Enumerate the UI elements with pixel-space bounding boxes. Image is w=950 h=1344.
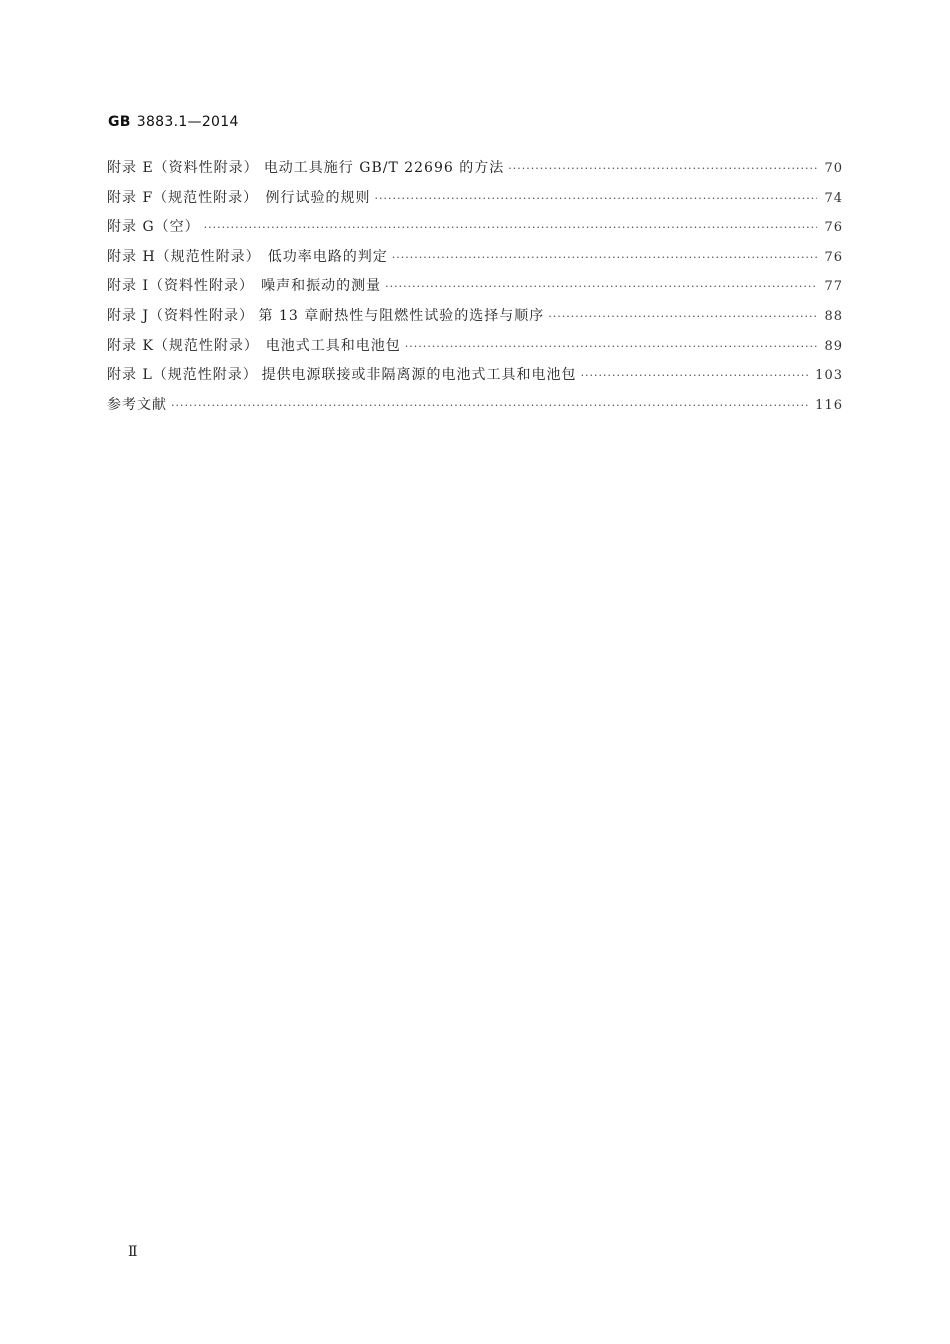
toc-entry-title: 例行试验的规则 <box>265 189 371 206</box>
toc-entry-page: 74 <box>824 190 843 206</box>
toc-entry-page: 89 <box>824 338 843 354</box>
table-of-contents <box>107 154 843 420</box>
toc-entry-page: 103 <box>815 368 843 384</box>
dot-leader <box>204 213 817 243</box>
toc-entry-label: 附录 H（规范性附录） <box>107 248 261 265</box>
toc-entry-label: 附录 F（规范性附录） <box>107 189 259 206</box>
toc-entry-label: 附录 K（规范性附录） <box>107 337 259 354</box>
toc-entry-appendix-f[interactable] <box>107 184 843 214</box>
toc-entry-appendix-g[interactable] <box>107 213 843 243</box>
dot-leader <box>375 184 817 214</box>
dot-leader <box>385 272 817 302</box>
toc-entry-page: 116 <box>815 397 843 413</box>
dot-leader <box>405 332 817 362</box>
toc-entry-appendix-j[interactable] <box>107 302 843 332</box>
toc-entry-label: 附录 G（空） <box>107 219 200 236</box>
toc-entry-label: 附录 J（资料性附录） <box>107 307 255 324</box>
toc-entry-appendix-k[interactable] <box>107 332 843 362</box>
toc-entry-page: 88 <box>824 308 843 324</box>
toc-entry-title: 噪声和振动的测量 <box>261 278 382 295</box>
standard-number-header <box>108 114 239 130</box>
toc-entry-title: 电池式工具和电池包 <box>265 337 401 354</box>
toc-entry-page: 70 <box>824 161 843 176</box>
dot-leader <box>548 302 817 332</box>
toc-entry-label: 附录 L（规范性附录） <box>107 367 258 384</box>
toc-entry-label: 参考文献 <box>107 396 167 413</box>
toc-entry-label: 附录 I（资料性附录） <box>107 278 254 295</box>
toc-entry-appendix-e[interactable] <box>107 154 843 184</box>
toc-entry-title: 电动工具施行 GB/T 22696 的方法 <box>263 160 505 176</box>
dot-leader <box>581 361 810 391</box>
toc-entry-page: 76 <box>824 249 843 265</box>
toc-entry-label: 附录 E（资料性附录） <box>107 160 259 176</box>
toc-entry-title: 低功率电路的判定 <box>267 248 388 265</box>
dot-leader <box>508 154 817 184</box>
toc-entry-title: 第 13 章耐热性与阻燃性试验的选择与顺序 <box>258 307 545 324</box>
toc-entry-page: 77 <box>824 279 843 295</box>
toc-entry-appendix-h[interactable] <box>107 243 843 273</box>
standard-code: 3883.1—2014 <box>136 114 239 130</box>
toc-entry-appendix-i[interactable] <box>107 272 843 302</box>
page-number: Ⅱ <box>128 1244 138 1260</box>
toc-entry-references[interactable] <box>107 391 843 421</box>
dot-leader <box>171 391 809 421</box>
toc-entry-page: 76 <box>824 220 843 236</box>
toc-entry-appendix-l[interactable] <box>107 361 843 391</box>
toc-entry-title: 提供电源联接或非隔离源的电池式工具和电池包 <box>261 367 577 384</box>
standard-prefix: GB <box>108 114 131 130</box>
dot-leader <box>392 243 817 273</box>
